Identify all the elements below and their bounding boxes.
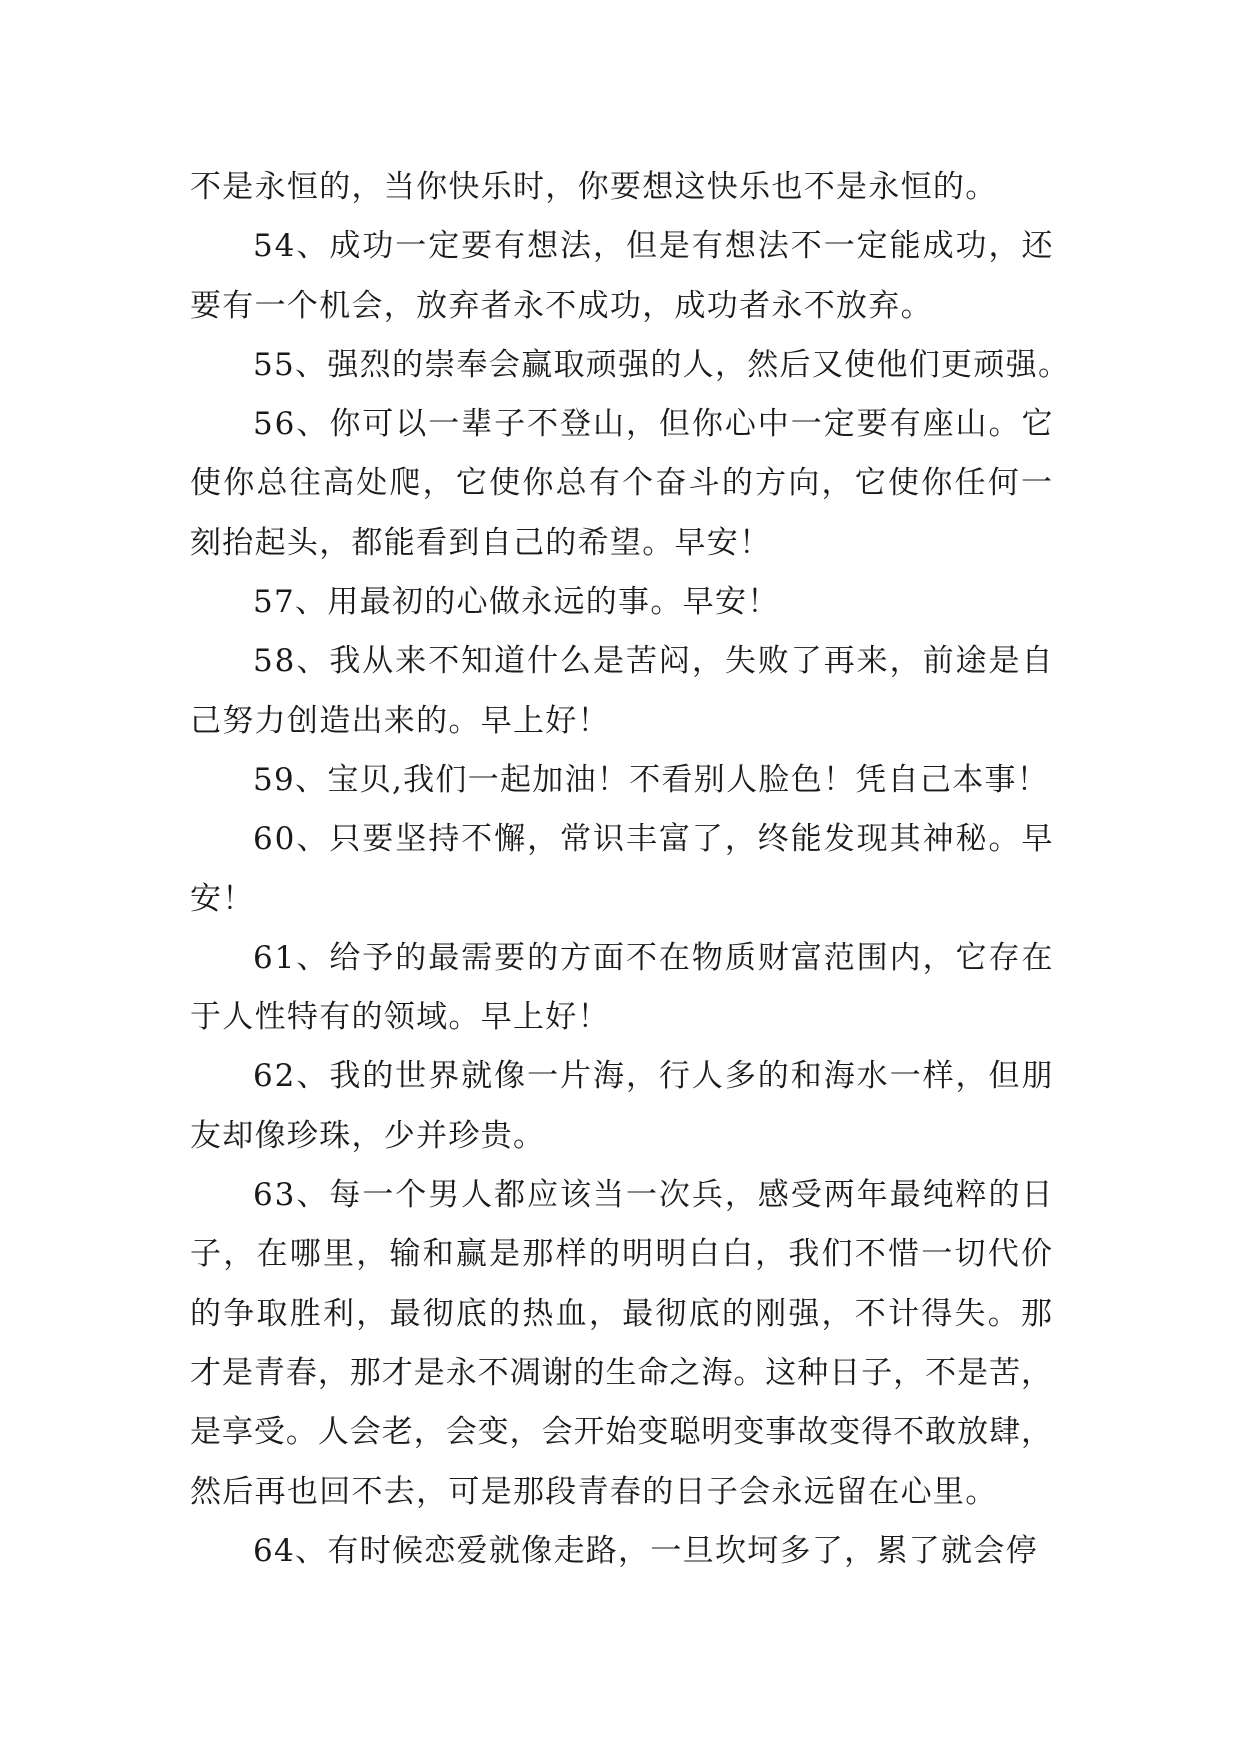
- text-line: 61、给予的最需要的方面不在物质财富范围内，它存在: [253, 939, 1055, 976]
- text-line: 刻抬起头，都能看到自己的希望。早安！: [190, 524, 772, 561]
- text-line: 是享受。人会老，会变，会开始变聪明变事故变得不敢放肆，: [190, 1414, 1053, 1451]
- paragraph-item-62: [190, 1047, 1055, 1166]
- text-line: 的争取胜利，最彻底的热血，最彻底的刚强，不计得失。那: [190, 1295, 1055, 1332]
- text-line: 57、用最初的心做永远的事。早安！: [253, 584, 780, 621]
- text-line: 58、我从来不知道什么是苦闷，失败了再来，前途是自: [253, 643, 1055, 680]
- paragraph-item-63: [190, 1166, 1055, 1522]
- paragraph-cont-53: [190, 158, 1052, 217]
- paragraph-item-59: [190, 751, 1052, 810]
- text-line: 60、只要坚持不懈，常识丰富了，终能发现其神秘。早: [253, 821, 1055, 858]
- text-line: 才是青春，那才是永不凋谢的生命之海。这种日子，不是苦，: [190, 1354, 1053, 1391]
- text-line: 55、强烈的崇奉会赢取顽强的人，然后又使他们更顽强。: [253, 346, 1071, 383]
- text-line: 64、有时候恋爱就像走路，一旦坎坷多了，累了就会停: [253, 1532, 1038, 1569]
- text-line: 然后再也回不去，可是那段青春的日子会永远留在心里。: [190, 1473, 998, 1510]
- text-line: 使你总往高处爬，它使你总有个奋斗的方向，它使你任何一: [190, 465, 1055, 502]
- text-line: 己努力创造出来的。早上好！: [190, 702, 610, 739]
- paragraph-item-58: [190, 632, 1055, 751]
- paragraph-item-64: [190, 1522, 1052, 1581]
- text-line: 不是永恒的，当你快乐时，你要想这快乐也不是永恒的。: [190, 169, 998, 205]
- text-line: 于人性特有的领域。早上好！: [190, 999, 610, 1036]
- document-body: [190, 158, 1071, 1581]
- paragraph-item-54: [190, 217, 1055, 336]
- text-line: 子，在哪里，输和赢是那样的明明白白，我们不惜一切代价: [190, 1236, 1055, 1273]
- paragraph-item-55: [190, 336, 1071, 395]
- text-line: 友却像珍珠，少并珍贵。: [190, 1117, 546, 1154]
- text-line: 要有一个机会，放弃者永不成功，成功者永不放弃。: [190, 287, 933, 324]
- text-line: 62、我的世界就像一片海，行人多的和海水一样，但朋: [253, 1058, 1055, 1095]
- paragraph-item-60: [190, 810, 1055, 929]
- paragraph-item-56: [190, 395, 1055, 573]
- paragraph-item-61: [190, 929, 1055, 1048]
- text-line: 56、你可以一辈子不登山，但你心中一定要有座山。它: [253, 406, 1055, 443]
- text-line: 安！: [190, 880, 255, 917]
- text-line: 54、成功一定要有想法，但是有想法不一定能成功，还: [253, 228, 1055, 265]
- paragraph-item-57: [190, 573, 1052, 632]
- text-line: 63、每一个男人都应该当一次兵，感受两年最纯粹的日: [253, 1177, 1055, 1214]
- text-line: 59、宝贝,我们一起加油！不看别人脸色！凭自己本事！: [253, 761, 1050, 798]
